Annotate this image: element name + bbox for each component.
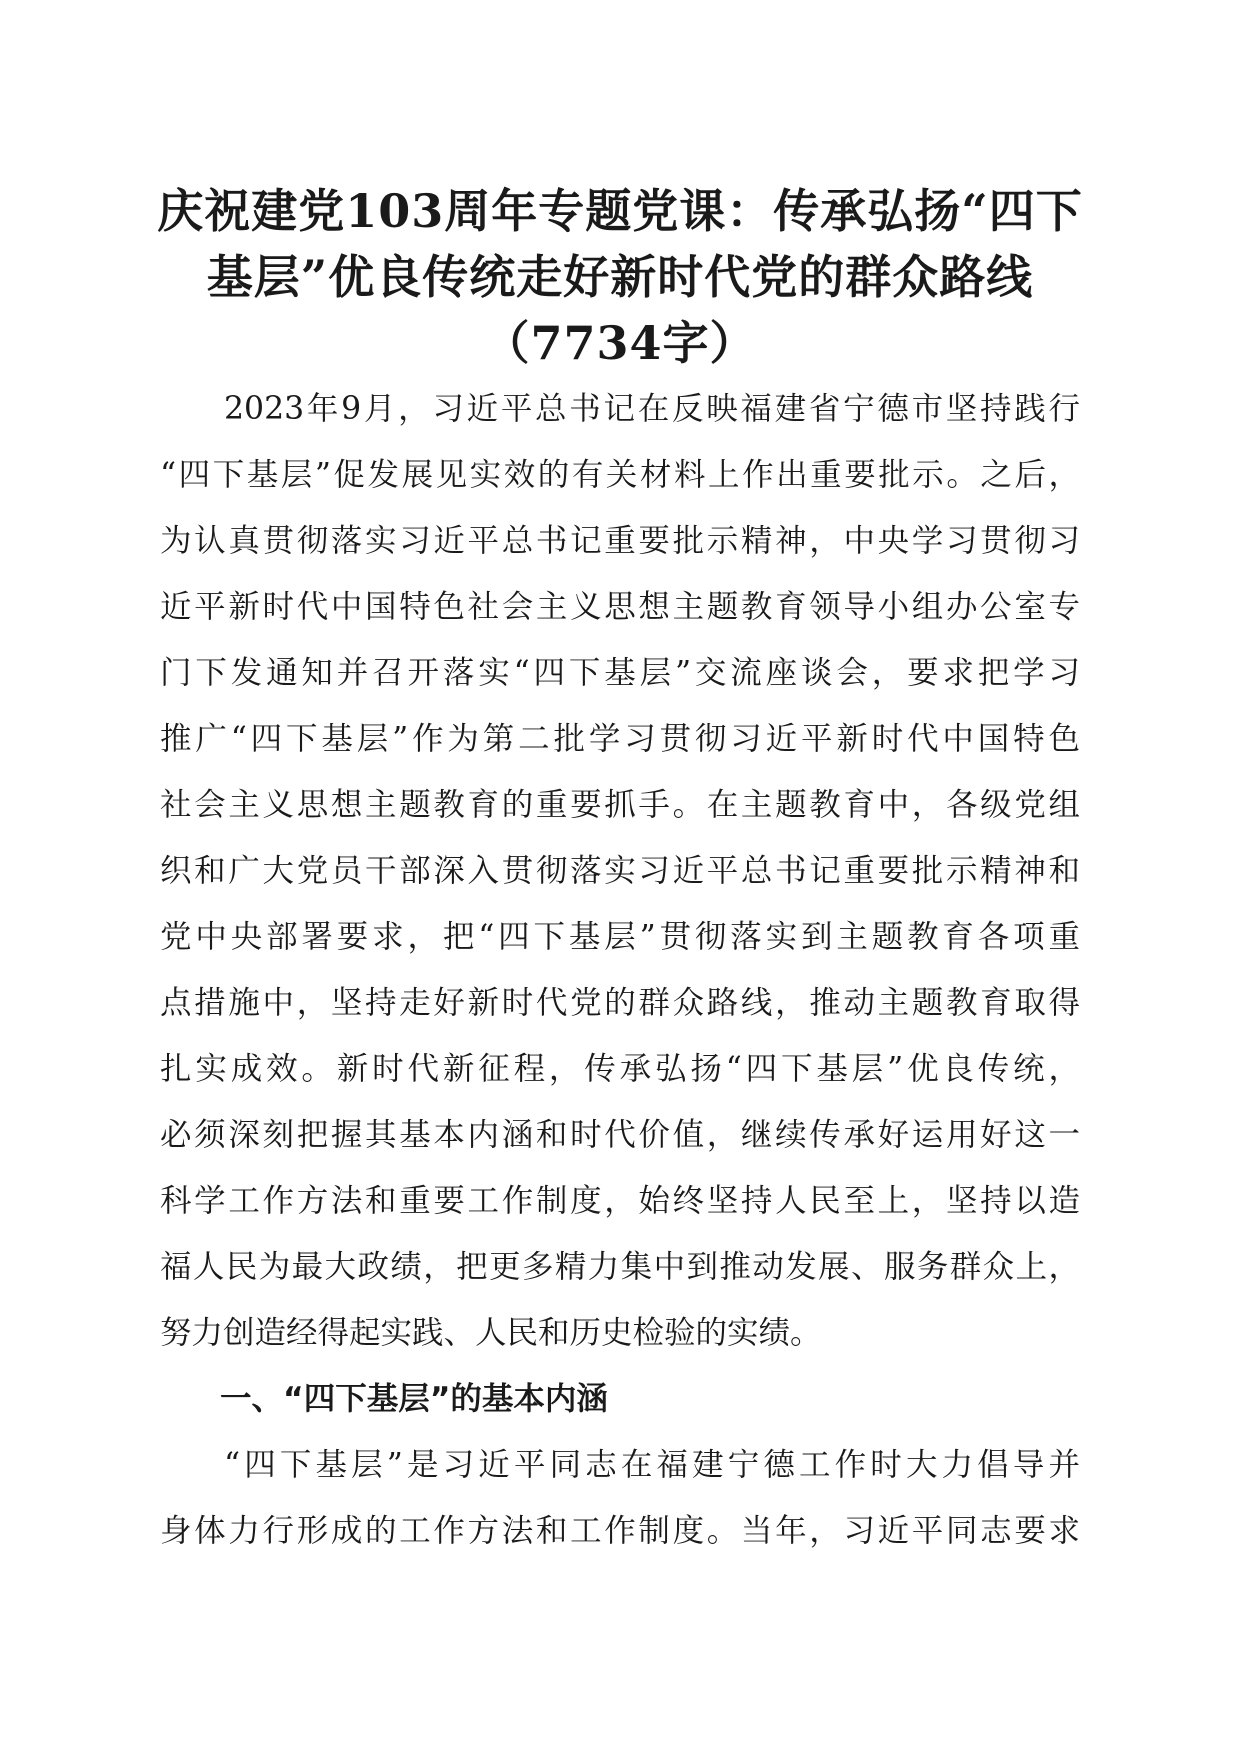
paragraph-line: “四下基层”是习近平同志在福建宁德工作时大力倡导并 — [224, 1447, 1080, 1483]
paragraph-line: 努力创造经得起实践、人民和历史检验的实绩。 — [160, 1315, 822, 1351]
title-line-3: （7734字） — [483, 316, 757, 370]
paragraph-2 — [160, 1432, 1080, 1564]
paragraph-1 — [160, 376, 1080, 1366]
paragraph-line: 为认真贯彻落实习近平总书记重要批示精神，中央学习贯彻习 — [160, 523, 1080, 559]
paragraph-line: 门下发通知并召开落实“四下基层”交流座谈会，要求把学习 — [160, 655, 1080, 691]
paragraph-line: 福人民为最大政绩，把更多精力集中到推动发展、服务群众上， — [160, 1249, 1080, 1285]
paragraph-line: 扎实成效。新时代新征程，传承弘扬“四下基层”优良传统， — [160, 1051, 1080, 1087]
title-line-2: 基层”优良传统走好新时代党的群众路线 — [206, 250, 1034, 304]
paragraph-line: 织和广大党员干部深入贯彻落实习近平总书记重要批示精神和 — [160, 853, 1080, 889]
paragraph-line: 党中央部署要求，把“四下基层”贯彻落实到主题教育各项重 — [160, 919, 1080, 955]
paragraph-line: 点措施中，坚持走好新时代党的群众路线，推动主题教育取得 — [160, 985, 1080, 1021]
section-heading: 一、“四下基层”的基本内涵 — [220, 1381, 608, 1417]
paragraph-line: 必须深刻把握其基本内涵和时代价值，继续传承好运用好这一 — [160, 1117, 1080, 1153]
paragraph-line: 推广“四下基层”作为第二批学习贯彻习近平新时代中国特色 — [160, 721, 1080, 757]
title-line-1: 庆祝建党103周年专题党课：传承弘扬“四下 — [157, 184, 1083, 238]
paragraph-line: 社会主义思想主题教育的重要抓手。在主题教育中，各级党组 — [160, 787, 1080, 823]
document-body — [160, 376, 1080, 1564]
document-title — [150, 178, 1090, 376]
paragraph-line: 身体力行形成的工作方法和工作制度。当年，习近平同志要求 — [160, 1513, 1080, 1549]
paragraph-line: “四下基层”促发展见实效的有关材料上作出重要批示。之后， — [160, 457, 1080, 493]
paragraph-line: 近平新时代中国特色社会主义思想主题教育领导小组办公室专 — [160, 589, 1080, 625]
paragraph-line: 科学工作方法和重要工作制度，始终坚持人民至上，坚持以造 — [160, 1183, 1080, 1219]
paragraph-line: 2023年9月，习近平总书记在反映福建省宁德市坚持践行 — [224, 391, 1080, 427]
